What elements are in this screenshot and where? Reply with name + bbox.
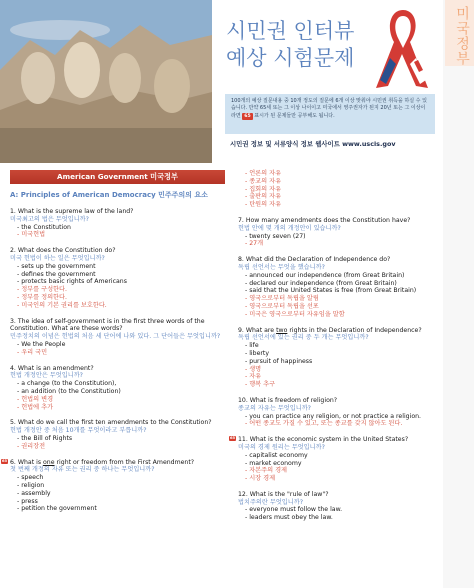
- question-text: 2. What does the Constitution do?: [10, 247, 116, 255]
- right-column: [230, 170, 438, 522]
- question-text: 4. What is an amendment?: [10, 364, 94, 372]
- answer: - capitalist economy: [245, 451, 308, 459]
- question-text: 5. What do we call the first ten amendments to the Constitution?: [10, 419, 212, 427]
- question-text-part: 6. What is: [10, 458, 44, 466]
- answer: - announced our independence (from Great Britain): [245, 271, 405, 279]
- hero-banner: [0, 0, 474, 163]
- age-65-badge: 65: [2, 458, 8, 463]
- answer-ko: - 권리장전: [17, 442, 46, 450]
- answer-ko: - 27개: [245, 240, 264, 248]
- question-text-underlined: two: [276, 326, 288, 334]
- answer-ko: - 언론의 자유: [245, 170, 282, 177]
- answer-ko: - 미국은 영국으로부터 자유임을 말함: [245, 310, 345, 318]
- answer-ko: - 행복 추구: [245, 381, 276, 389]
- answer: - market economy: [245, 459, 302, 467]
- question-text-ko: 종교의 자유는 무엇입니까?: [238, 404, 311, 412]
- answer: - assembly: [17, 489, 51, 497]
- question-text: 8. What did the Declaration of Independence do?: [238, 256, 391, 264]
- answer-ko: - 미국인의 기본 권리를 보호한다.: [17, 301, 107, 309]
- question-text: [230, 436, 438, 444]
- answer-ko: - 정부를 정의한다.: [17, 293, 67, 301]
- answer-ko: - 영국으로부터 독립을 선포: [245, 302, 319, 310]
- question-text-ko: 미국 헌법이 하는 일은 무엇입니까?: [10, 254, 105, 262]
- answer: - speech: [17, 474, 44, 482]
- mount-rushmore-image: [0, 0, 212, 163]
- answer-ko: - 우리 국민: [17, 348, 48, 356]
- question-text: 12. What is the "rule of law"?: [238, 490, 329, 498]
- answer: - petition the government: [17, 505, 97, 513]
- side-panel: [443, 0, 474, 588]
- source-link[interactable]: 시민권 정보 및 서류양식 정보 웹사이트 www.uscis.gov: [230, 140, 396, 148]
- question-5: [10, 419, 226, 450]
- question-7: [238, 217, 438, 248]
- answer: - declared our independence (from Great Britain): [245, 279, 397, 287]
- answer: - an addition (to the Constitution): [17, 387, 121, 395]
- answer: - liberty: [245, 349, 270, 357]
- notice-text: 100개의 예상 질문내용 중 10개 정도의 질문에 6개 이상 맞춰야 시민권 취득을 하실 수 있습니다. 만약 65세 또는 그 이상 나이이고 미국에서 영주권자가 된지 20년 또는 그 이상이라면: [231, 98, 427, 119]
- question-text-ko: 헌법 안에 몇 개의 개정안이 있습니까?: [238, 224, 341, 232]
- question-6-continued: [238, 170, 438, 209]
- question-text: [2, 458, 226, 467]
- question-text-underlined: one: [43, 458, 55, 466]
- answer: - you can practice any religion, or not practice a religion.: [245, 412, 421, 420]
- question-text-ko: 독립 선언서는 무엇을 했습니까?: [238, 263, 325, 271]
- age-65-badge: 65: [230, 436, 236, 441]
- question-text: 7. How many amendments does the Constitution have?: [238, 216, 411, 224]
- answer: - defines the government: [17, 270, 96, 278]
- answer-ko: - 생명: [245, 365, 262, 373]
- notice-box: [225, 94, 435, 134]
- question-text-ko: 법치주의란 무엇입니까?: [238, 498, 304, 506]
- question-8: [238, 256, 438, 318]
- question-1: [10, 208, 226, 239]
- answer: - a change (to the Constitution),: [17, 380, 117, 388]
- answer-ko: - 헌법에 추가: [17, 403, 54, 411]
- question-text-ko: 첫 번째 개정의 자유 또는 권리 중 하나는 무엇입니까?: [10, 466, 155, 474]
- question-text: 3. The idea of self-government is in the first three words of the Constitution. What are these words?: [10, 317, 205, 333]
- question-text: 10. What is freedom of religion?: [238, 396, 338, 404]
- title-line-1: 시민권 인터뷰: [226, 19, 355, 43]
- question-text: 1. What is the supreme law of the land?: [10, 208, 134, 215]
- answer-ko: - 종교의 자유: [245, 177, 282, 185]
- answer: - protects basic rights of Americans: [17, 278, 127, 286]
- answer: - sets up the government: [17, 262, 96, 270]
- question-text-ko: 헌법 개정안은 무엇입니까?: [10, 372, 83, 380]
- answer: - everyone must follow the law.: [245, 506, 343, 514]
- page-title: [226, 18, 354, 72]
- answer-ko: - 영국으로부터 독립을 알림: [245, 295, 319, 303]
- question-text-part: 9. What are: [238, 326, 277, 334]
- answer: - twenty seven (27): [245, 232, 306, 240]
- question-2: [10, 247, 226, 309]
- answer: - life: [245, 342, 259, 350]
- question-9: [238, 327, 438, 389]
- answer: - leaders must obey the law.: [245, 514, 333, 522]
- left-column: [2, 170, 226, 513]
- answer: - the Constitution: [17, 223, 71, 231]
- answer-ko: - 출판의 자유: [245, 193, 282, 201]
- answer: - the Bill of Rights: [17, 434, 73, 442]
- answer-ko: - 미국헌법: [17, 231, 46, 239]
- title-line-2: 예상 시험문제: [226, 46, 355, 70]
- answer-ko: - 시장 경제: [245, 475, 276, 483]
- sidebar-label: 미국정부: [454, 6, 470, 66]
- flag-ribbon-icon: [372, 2, 434, 92]
- question-10: [238, 397, 438, 428]
- answer-ko: - 정부를 구성한다.: [17, 286, 67, 294]
- question-text-ko: 독립 선언서에 있는 권리 중 두 개는 무엇입니까?: [238, 334, 369, 342]
- question-12: [238, 491, 438, 522]
- question-6: [2, 458, 226, 514]
- answer-ko: - 자유: [245, 373, 262, 381]
- notice-tail: 표시가 된 문제들만 공부해도 됩니다.: [254, 112, 335, 119]
- answer-ko: - 집회의 자유: [245, 185, 282, 193]
- answer-ko: - 어떤 종교도 가질 수 있고, 또는 종교를 갖지 않아도 된다.: [245, 420, 403, 428]
- question-text-ko: 민주정치의 이념은 헌법의 처음 세 단어에 나와 있다. 그 단어들은 무엇입니까?: [10, 333, 221, 341]
- question-text-ko: 헌법 개정안 중 처음 10개를 무엇이라고 부릅니까?: [10, 427, 147, 435]
- answer: - religion: [17, 481, 45, 489]
- answer-ko: - 헌법의 변경: [17, 395, 54, 403]
- question-text-part: 11. What is the economic system in the United States?: [238, 436, 409, 444]
- answer-ko: - 자본주의 경제: [245, 467, 288, 475]
- question-text-ko: 미국의 경제 원리는 무엇입니까?: [238, 443, 325, 451]
- question-text-ko: 미국최고의 법은 무엇입니까?: [10, 215, 89, 223]
- section-heading: American Government 미국정부: [10, 170, 225, 184]
- question-text: [238, 327, 438, 335]
- question-3: [10, 318, 226, 357]
- answer: - We the People: [17, 340, 66, 348]
- answer: - press: [17, 497, 38, 505]
- question-4: [10, 365, 226, 412]
- question-text-part: rights in the Declaration of Independence?: [287, 326, 422, 334]
- answer: - pursuit of happiness: [245, 357, 313, 365]
- answer-ko: - 탄원의 자유: [245, 201, 282, 209]
- age-65-badge: 65: [244, 113, 251, 119]
- question-11: [230, 436, 438, 483]
- question-text-part: right or freedom from the First Amendment?: [54, 458, 195, 466]
- section-subheading: A: Principles of American Democracy 민주주의의 요소: [10, 191, 208, 199]
- answer: - said that the United States is free (from Great Britain): [245, 287, 417, 295]
